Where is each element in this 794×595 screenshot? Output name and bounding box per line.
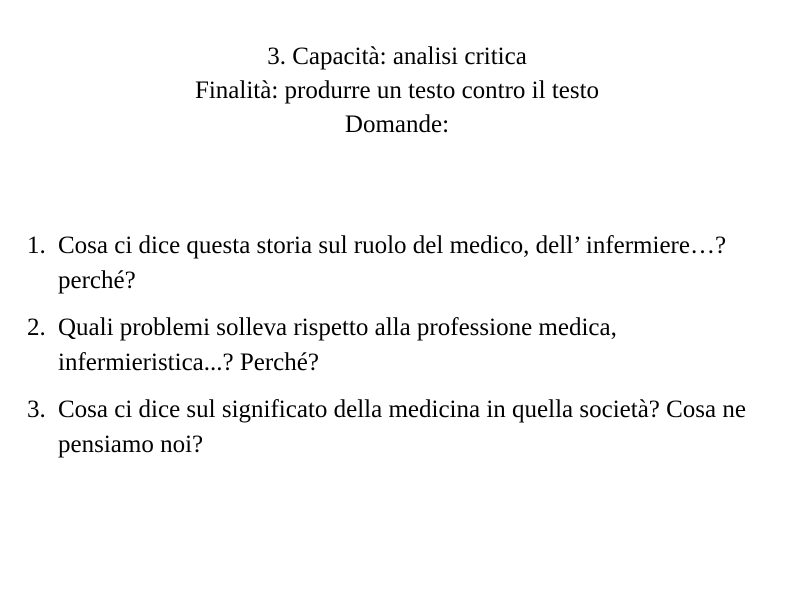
slide-title xyxy=(0,40,794,142)
question-text: Cosa ci dice questa storia sul ruolo del medico, dell’ infermiere…? perché? xyxy=(58,232,727,294)
question-number: 1. xyxy=(27,232,46,259)
title-line-questions-heading: Domande: xyxy=(344,111,450,138)
question-item-1 xyxy=(0,228,794,298)
question-number: 2. xyxy=(27,314,46,341)
question-number: 3. xyxy=(27,396,46,423)
question-item-2 xyxy=(0,310,794,380)
question-list xyxy=(0,228,794,474)
title-line-capacity: 3. Capacità: analisi critica xyxy=(267,43,527,70)
question-text: Quali problemi solleva rispetto alla professione medica, infermieristica...? Perché? xyxy=(58,314,617,376)
question-text: Cosa ci dice sul significato della medicina in quella società? Cosa ne pensiamo noi? xyxy=(58,396,746,458)
title-line-purpose: Finalità: produrre un testo contro il testo xyxy=(194,77,600,104)
question-item-3 xyxy=(0,392,794,462)
